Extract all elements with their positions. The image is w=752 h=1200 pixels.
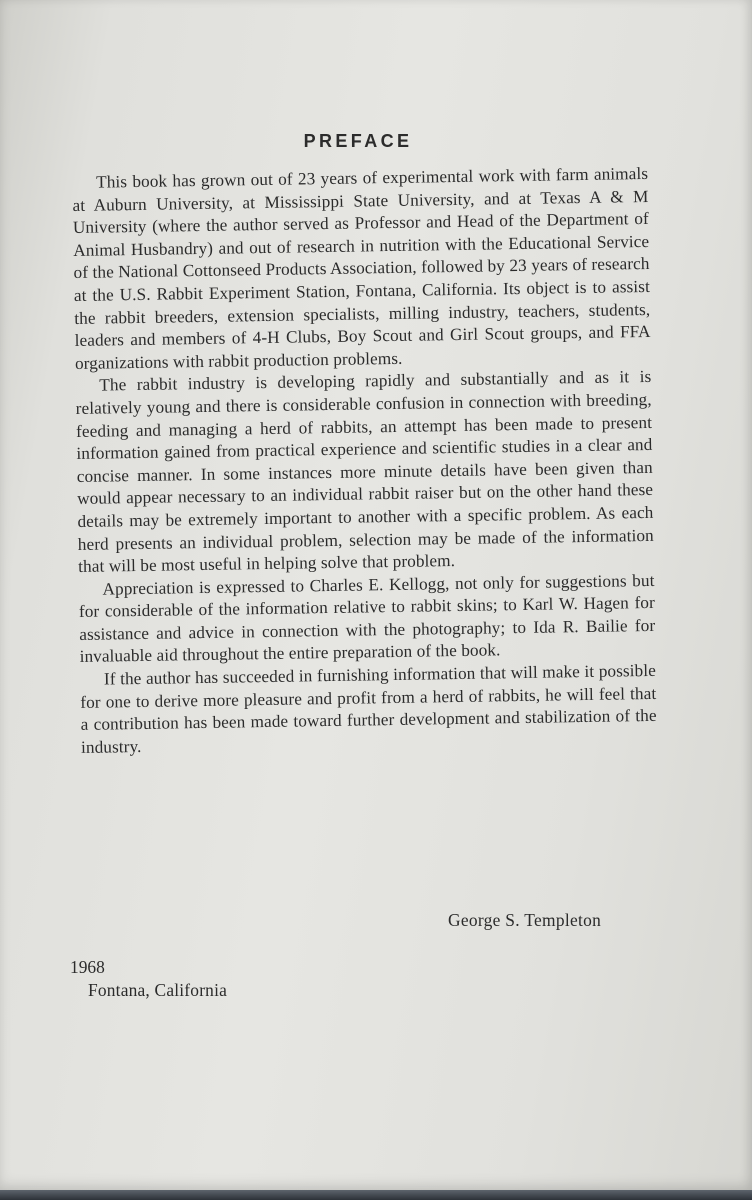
preface-paragraph-2: The rabbit industry is developing rapidly and substantially and as it is relatively young and there is considerable confusion in connection with breeding, feeding and managing a herd of rabbits, an attempt has been made to present information gained from practical experience and scientific studies in a clear and concise manner. In some instances more minute details have been given than would appear necessary to an individual rabbit raiser but on the other hand these details may be extremely important to another with a specific problem. As each herd presents an individual problem, selection may be made of the information that will be most useful in helping solve that problem.: [75, 367, 654, 577]
author-signature: George S. Templeton: [448, 910, 602, 930]
preface-paragraph-4: If the author has succeeded in furnishing information that will make it possible for one to derive more pleasure and profit from a herd of rabbits, he will feel that a contribution has been made toward further development and stabilization of the industry.: [80, 660, 657, 757]
publication-year: 1968: [70, 957, 105, 977]
preface-body: [72, 163, 657, 759]
preface-paragraph-1: This book has grown out of 23 years of experimental work with farm animals at Auburn University, at Mississippi State University, and at Texas A & M University (where the author served as Professor and Head of the Department of Animal Husbandry) and out of research in nutrition with the Educational Service of the National Cottonseed Products Association, followed by 23 years of research at the U.S. Rabbit Experiment Station, Fontana, California. Its object is to assist the rabbit breeders, extension specialists, milling industry, teachers, students, leaders and members of 4-H Clubs, Boy Scout and Girl Scout groups, and FFA organizations with rabbit production problems.: [72, 163, 651, 373]
page-title: PREFACE: [303, 131, 413, 151]
preface-paragraph-3: Appreciation is expressed to Charles E. Kellogg, not only for suggestions but for considerable of the information relative to rabbit skins; to Karl W. Hagen for assistance and advice in connection with the photography; to Ida R. Bailie for invaluable aid throughout the entire preparation of the book.: [78, 570, 656, 667]
page-bottom-edge: [0, 1190, 752, 1200]
publication-place: Fontana, California: [88, 980, 228, 1000]
